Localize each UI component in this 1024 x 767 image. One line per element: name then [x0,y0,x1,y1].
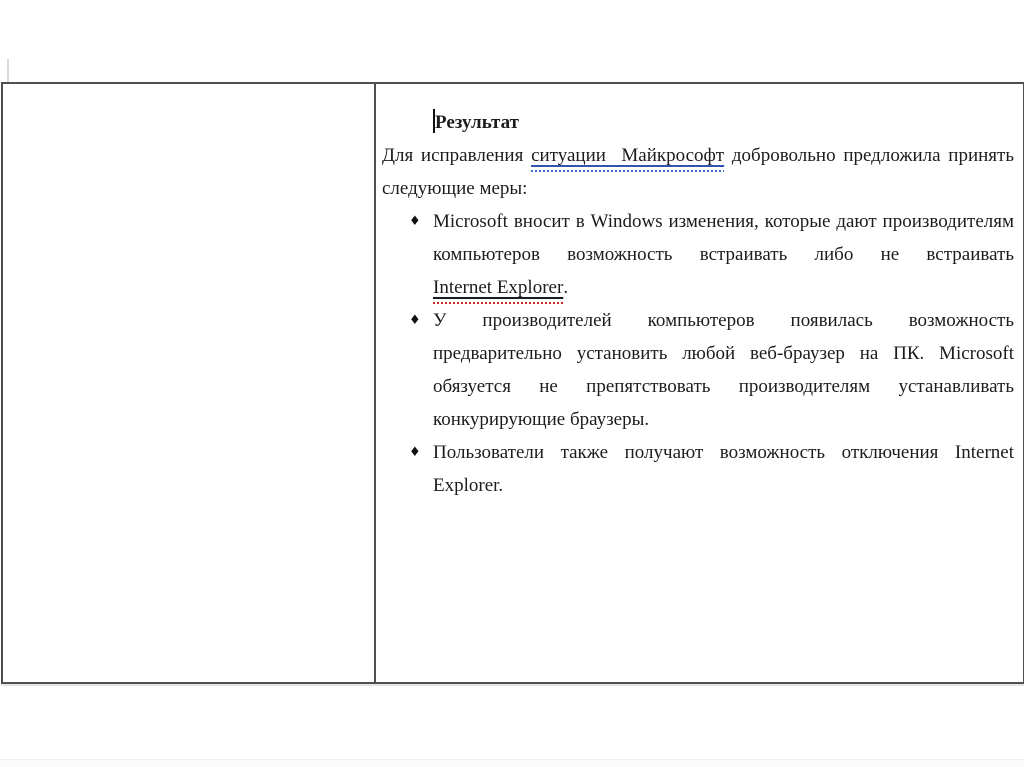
heading-text: Результат [435,112,519,133]
bullet-icon: ♦ [409,214,421,229]
intro-underlined-phrase: ситуации Майкрософт [531,145,725,166]
bullet3-text: Пользователи также получают возможность отключения Internet Explorer. [433,442,1014,496]
table-cell-right-text[interactable] [376,84,1023,682]
bullet1-after: . [563,277,569,298]
intro-before: Для исправления [382,145,532,166]
page-bottom-edge [0,759,1024,767]
table-cell-left-empty[interactable] [3,84,376,682]
bullet2-text: У производителей компьютеров появилась возможность предварительно установить любой веб-браузер на ПК. Microsoft обязуется не препятствовать производителям устанавливать конкурирующие браузеры. [433,310,1014,430]
table-handle-artifact [7,59,9,82]
bullet-icon: ♦ [409,313,421,328]
section-heading [433,106,1014,139]
bullet1-underlined-phrase: Internet Explorer [433,277,564,298]
bullet1-before: Microsoft вносит в Windows изменения, которые дают производителям компьютеров возможность встраивать либо не встраивать [433,211,1014,265]
document-table [1,82,1024,684]
list-item [382,436,1014,502]
list-item [382,304,1014,436]
intro-after: добровольно предложила принять следующие меры: [382,145,1015,199]
bullet-icon: ♦ [409,445,421,460]
bullet-list [382,205,1014,502]
list-item [382,205,1014,304]
intro-paragraph [382,139,1014,205]
